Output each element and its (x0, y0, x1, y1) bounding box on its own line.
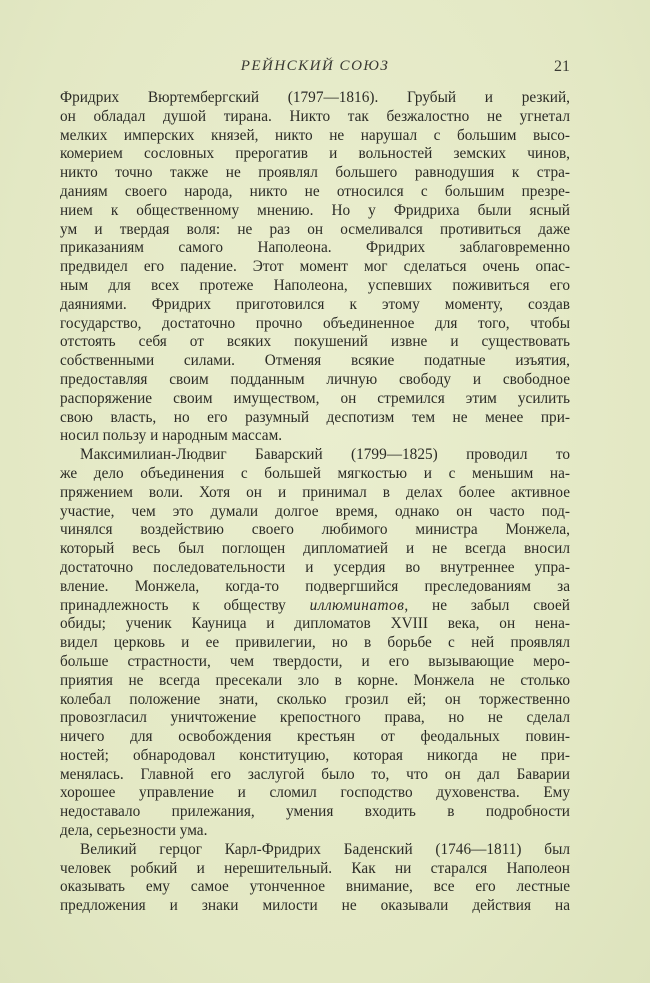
text-line: человек робкий и нерешительный. Как ни старался Наполеон (60, 859, 570, 877)
text-segment: , не забыл своей (404, 596, 570, 614)
text-line: комерием сословных прерогатив и вольностей земских чинов, (60, 145, 570, 163)
text-line: ным для всех протеже Наполеона, успевших поживиться его (60, 276, 570, 294)
text-line: участие, чем это думали долгое время, однако он часто под- (60, 502, 570, 520)
text-line: обиды; ученик Кауница и дипломатов XVIII века, он нена- (60, 615, 570, 633)
text-line: отстоять себя от всяких покушений извне и существовать (60, 333, 570, 351)
text-line: видел церковь и ее привилегии, но в борьбе с ней проявлял (60, 634, 570, 652)
text-line: вление. Монжела, когда-то подвергшийся преследованиям за (60, 577, 570, 595)
text-line: даяниями. Фридрих приготовился к этому моменту, создав (60, 295, 570, 313)
text-line: ностей; обнародовал конституцию, которая никогда не при- (60, 746, 570, 764)
text-line: носил пользу и народным массам. (60, 427, 283, 445)
text-line: предвидел его падение. Этот момент мог сделаться очень опас- (60, 258, 570, 276)
text-line: государство, достаточно прочно объединенное для того, чтобы (60, 314, 570, 332)
text-line: он обладал душой тирана. Никто так безжалостно не угнетал (60, 107, 570, 125)
text-line: нием к общественному мнению. Но у Фридриха были ясный (60, 201, 570, 219)
text-line: чинялся воздействию своего любимого министра Монжела, (60, 521, 570, 539)
text-line: распоряжение своим имуществом, он стремился этим усилить (60, 389, 570, 407)
text-line: Великий герцог Карл-Фридрих Баденский (1746—1811) был (80, 840, 570, 858)
text-line: провозгласил уничтожение крепостного права, но не сделал (60, 709, 570, 727)
text-line: достаточно последовательности и усердия во внутреннее упра- (60, 558, 570, 576)
text-line: мелких имперских князей, никто не нарушал с большим высо- (60, 126, 570, 144)
text-line: хорошее управление и сломил господство духовенства. Ему (60, 784, 570, 802)
page-body-text (60, 89, 570, 916)
text-line: пряжением воли. Хотя он и принимал в делах более активное (60, 483, 570, 501)
text-line: менялась. Главной его заслугой было то, что он дал Баварии (60, 765, 570, 783)
text-line: приказаниям самого Наполеона. Фридрих заблаговременно (60, 239, 570, 257)
text-line: приятия не всегда пресекали зло в корне. Монжела не столько (60, 671, 570, 689)
paragraph (60, 89, 570, 446)
text-line: Максимилиан-Людвиг Баварский (1799—1825) проводил то (80, 446, 570, 464)
text-line: колебал положение знати, сколько грозил ей; он торжественно (60, 690, 570, 708)
text-line: оказывать ему самое утонченное внимание, все его лестные (60, 878, 570, 896)
italic-term: иллюминатов (309, 596, 405, 614)
text-line: же дело объединения с большей мягкостью и с меньшим на- (60, 464, 570, 482)
text-line: предоставляя своим подданным личную свободу и свободное (60, 370, 570, 388)
text-line: предложения и знаки милости не оказывали действия на (60, 897, 570, 915)
text-line: который весь был поглощен дипломатией и не всегда вносил (60, 540, 570, 558)
paragraph (60, 841, 570, 916)
text-line: свою власть, но его разумный деспотизм тем не менее при- (60, 408, 570, 426)
running-title: РЕЙНСКИЙ СОЮЗ (240, 58, 390, 74)
text-line: ничего для освобождения крестьян от феодальных повин- (60, 728, 570, 746)
text-segment: принадлежность к обществу (60, 596, 310, 614)
text-line: недоставало прилежания, умения входить в подробности (60, 803, 570, 821)
page-header (60, 58, 570, 80)
text-line: ум и твердая воля: не раз он осмеливался противиться даже (60, 220, 570, 238)
paragraph (60, 446, 570, 841)
page-number: 21 (554, 58, 570, 75)
text-line: даниям своего народа, никто не относился с большим презре- (60, 182, 570, 200)
text-line: никто точно также не проявлял большего равнодушия к стра- (60, 164, 570, 182)
text-line (60, 597, 570, 616)
text-line: дела, серьезности ума. (60, 822, 208, 840)
text-line: собственными силами. Отменяя всякие податные изъятия, (60, 352, 570, 370)
text-line: больше страстности, чем твердости, и его вызывающие меро- (60, 652, 570, 670)
text-line: Фридрих Вюртембергский (1797—1816). Грубый и резкий, (60, 89, 570, 106)
